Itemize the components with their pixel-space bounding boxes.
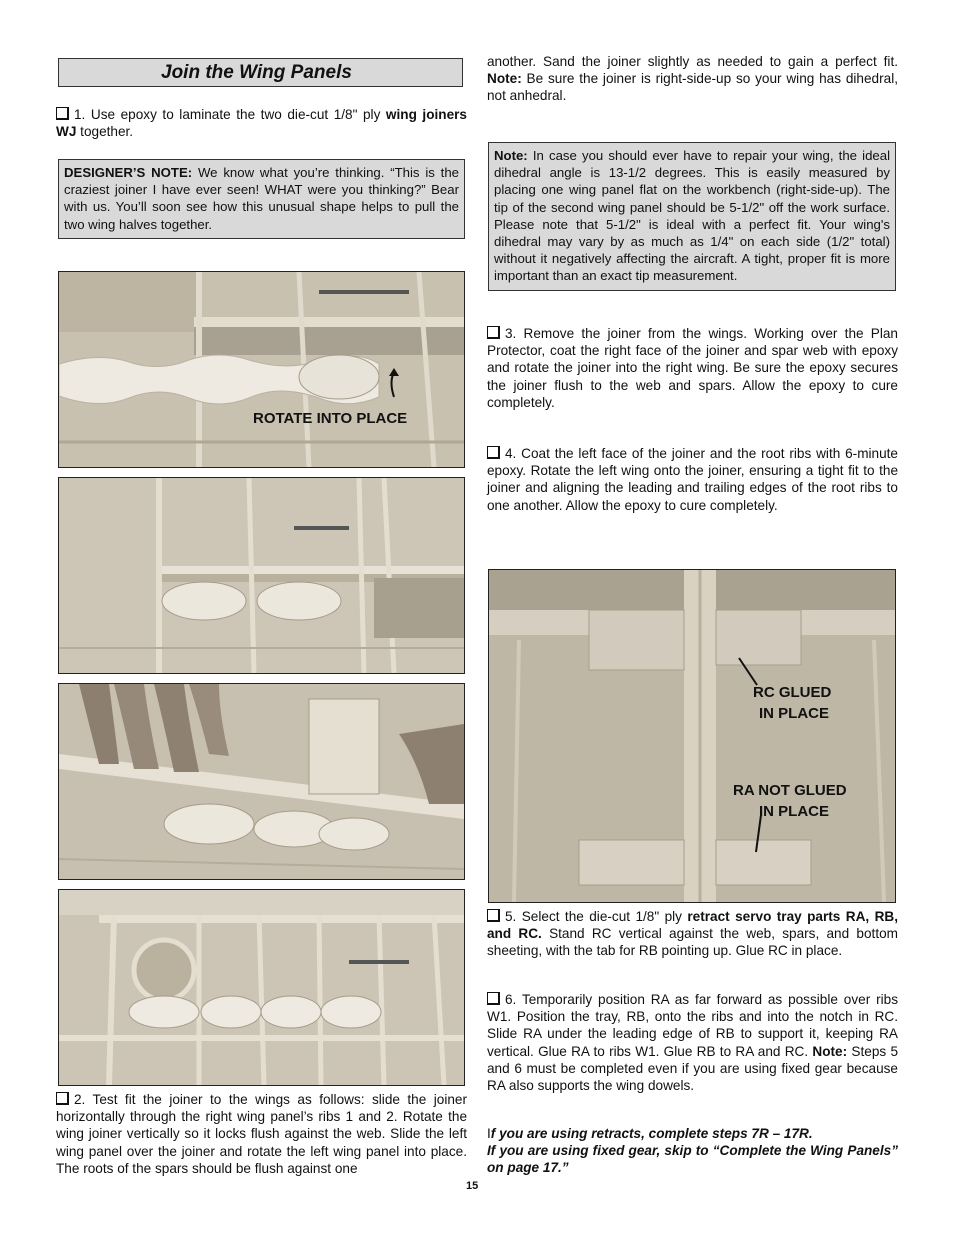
page-title: Join the Wing Panels	[58, 58, 463, 87]
designers-note: DESIGNER’S NOTE: We know what you’re thinking. “This is the craziest joiner I have ever seen! WHAT were you thinking?” Bear with us. You’ll soon see how this unusual shape helps to pull the two wing halves together.	[58, 159, 465, 239]
photo-joiner-through-ribs	[58, 477, 465, 674]
checkbox-icon[interactable]	[487, 446, 500, 459]
photo5-label-ra-2: IN PLACE	[759, 803, 830, 820]
step-4: 4. Coat the left face of the joiner and the root ribs with 6-minute epoxy. Rotate the left wing onto the joiner, ensuring a tight fit to the joiner and aligning the leading and trailing edges of the root ribs to one another. Allow the epoxy to cure completely.	[487, 446, 898, 513]
photo-servo-tray	[488, 569, 896, 903]
checkbox-icon[interactable]	[487, 992, 500, 1005]
step-2: 2. Test fit the joiner to the wings as follows: slide the joiner horizontally through the right wing panel’s ribs 1 and 2. Rotate the wing joiner vertically so it locks flush against the web. Slide the left wing panel over the joiner and rotate the left wing panel into place. The roots of the spars should be flush against one	[56, 1092, 467, 1176]
photo-hands-fitting	[58, 683, 465, 880]
photo-rotate-joiner	[58, 271, 465, 468]
step-2-continued: another. Sand the joiner slightly as needed to gain a perfect fit. Note: Be sure the joiner is right-side-up so your wing has dihedral, not anhedral.	[487, 54, 898, 104]
step-6: 6. Temporarily position RA as far forward as possible over ribs W1. Position the tray, RB, onto the ribs and into the notch in RC. Slide RA under the leading edge of RB to support it, keeping RA vertical. Glue RA to ribs W1. Glue RB to RA and RC. Note: Steps 5 and 6 must be completed even if you are using fixed gear because RA also supports the wing dowels.	[487, 992, 899, 1094]
step-3: 3. Remove the joiner from the wings. Working over the Plan Protector, coat the right face of the joiner and spar web with epoxy and rotate the joiner into the right wing. Be sure the epoxy secures the joiner flush to the web and spars. Allow the epoxy to cure completely.	[487, 326, 898, 410]
page-number: 15	[466, 1180, 479, 1192]
step-1: 1. Use epoxy to laminate the two die-cut 1/8" ply wing joiners WJ together.	[56, 107, 467, 140]
step-5: 5. Select the die-cut 1/8" ply retract servo tray parts RA, RB, and RC. Stand RC vertical against the web, spars, and bottom sheeting, with the tab for RB pointing up. Glue RC in place.	[487, 909, 899, 959]
photo1-label: ROTATE INTO PLACE	[253, 410, 408, 427]
retracts-instruction: If you are using retracts, complete steps 7R – 17R. If you are using fixed gear, skip to “Complete the Wing Panels” on page 17.”	[487, 1126, 898, 1176]
photo5-label-rc-1: RC GLUED	[753, 684, 832, 701]
photo5-label-rc-2: IN PLACE	[759, 705, 830, 722]
checkbox-icon[interactable]	[487, 326, 500, 339]
checkbox-icon[interactable]	[56, 107, 69, 120]
photo-joiner-in-place	[58, 889, 465, 1086]
checkbox-icon[interactable]	[487, 909, 500, 922]
photo5-label-ra-1: RA NOT GLUED	[733, 782, 847, 799]
dihedral-note: Note: In case you should ever have to repair your wing, the ideal dihedral angle is 13-1/2 degrees. This is easily measured by placing one wing panel flat on the workbench (right-side-up). The tip of the second wing panel should be 5-1/2" off the work surface. Please note that 5-1/2" is ideal with a perfect fit. Your wing's dihedral may vary by as much as 1/4" on each side (1/2" total) without it negatively affecting the aircraft. A tight, proper fit is more important than an exact tip measurement.	[488, 142, 896, 291]
checkbox-icon[interactable]	[56, 1092, 69, 1105]
